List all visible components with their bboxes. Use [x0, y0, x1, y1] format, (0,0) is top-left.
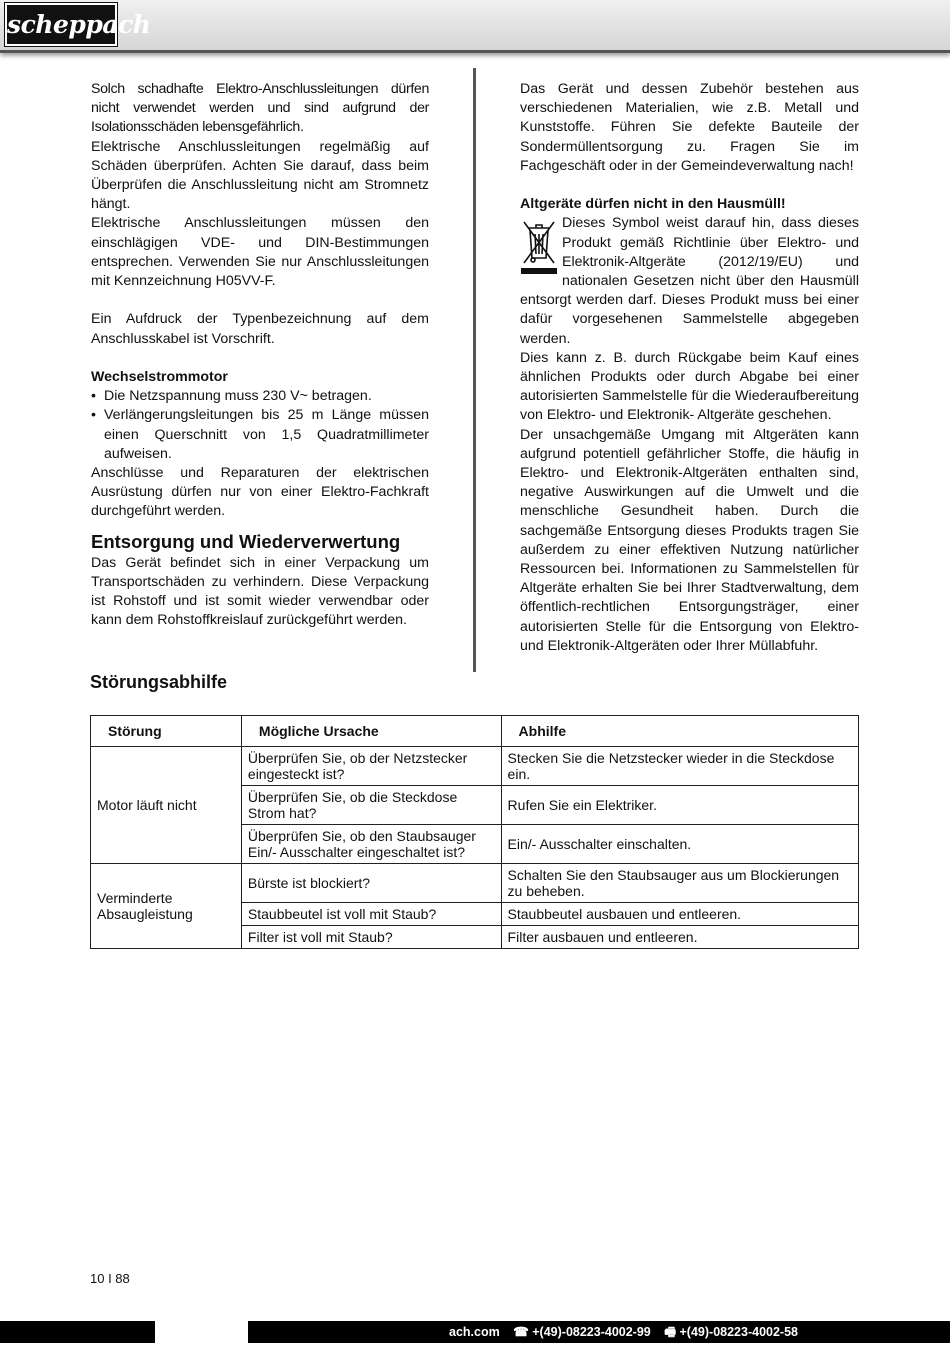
page-number: 10 I 88: [90, 1271, 130, 1286]
table-header-row: [91, 716, 859, 747]
scheppach-logo: scheppach: [5, 3, 117, 46]
remedy-cell: Rufen Sie ein Elektriker.: [501, 786, 858, 825]
section-subheading: Altgeräte dürfen nicht in den Hausmüll!: [520, 196, 786, 213]
list-item: • Verlängerungsleitungen bis 25 m Länge müssen einen Querschnitt von 1,5 Quadratmillimeter aufweisen.: [91, 407, 429, 462]
column-header: Abhilfe: [501, 716, 858, 747]
column-divider: [473, 68, 476, 672]
paragraph: Elektrische Anschlussleitungen müssen den einschlägigen VDE- und DIN-Bestimmungen entsprechen. Verwenden Sie nur Anschlussleitungen mit Kennzeichnung H05VV-F.: [91, 215, 429, 290]
weee-block: [520, 214, 859, 348]
paragraph: Dies kann z. B. durch Rückgabe beim Kauf eines ähnlichen Produkts oder durch Abgabe bei einer autorisierten Sammelstelle für die Wiederaufbereitung von Elektro- und Elektronik- Altgeräte geschehen.: [520, 349, 859, 424]
cause-cell: Filter ist voll mit Staub?: [241, 926, 501, 949]
cause-cell: Bürste ist blockiert?: [241, 864, 501, 903]
section-subheading: Wechselstrommotor: [91, 369, 228, 386]
cause-cell: Überprüfen Sie, ob der Netzstecker eingesteckt ist?: [241, 747, 501, 786]
table-row: [91, 747, 859, 786]
cause-cell: Überprüfen Sie, ob den Staubsauger Ein/- Ausschalter eingeschaltet ist?: [241, 825, 501, 864]
troubleshooting-table: [90, 715, 859, 949]
cause-cell: Überprüfen Sie, ob die Steckdose Strom hat?: [241, 786, 501, 825]
paragraph: Ein Aufdruck der Typenbezeichnung auf dem Anschlusskabel ist Vorschrift.: [91, 311, 429, 347]
left-column: [91, 80, 429, 630]
column-header: Mögliche Ursache: [241, 716, 501, 747]
remedy-cell: Filter ausbauen und entleeren.: [501, 926, 858, 949]
remedy-cell: Staubbeutel ausbauen und entleeren.: [501, 903, 858, 926]
bullet-list: [91, 387, 429, 464]
paragraph: Solch schadhafte Elektro-Anschlussleitungen dürfen nicht verwendet werden und sind aufgrund der Isolationsschäden lebensgefährlich.: [91, 81, 429, 136]
cause-cell: Staubbeutel ist voll mit Staub?: [241, 903, 501, 926]
paragraph: Das Gerät befindet sich in einer Verpackung um Transportschäden zu verhindern. Diese Verpackung ist Rohstoff und ist somit wieder verwendbar oder kann dem Rohstoffkreislauf zurückgeführt werden.: [91, 554, 429, 629]
bullet-icon: •: [91, 407, 96, 424]
fault-cell: Verminderte Absaugleistung: [91, 864, 242, 949]
right-column: [520, 80, 859, 656]
paragraph: Der unsachgemäße Umgang mit Altgeräten kann aufgrund potentiell gefährlicher Stoffe, die häufig in Elektro- und Elektronik-Altgeräten enthalten sind, negative Auswirkungen auf die Umwelt und die menschliche Gesundheit haben. Durch die sachgemäße Entsorgung dieses Produkts tragen Sie außerdem zu einer effektiven Nutzung natürlicher Ressourcen bei. Informationen zu Sammelstellen für Altgeräte erhalten Sie bei Ihrer Stadtverwaltung, dem öffentlich-rechtlichen Entsorgungsträger, einer autorisierten Stelle für die Entsorgung von Elektro- und Elektronik-Altgeräten oder Ihrer Müllabfuhr.: [520, 426, 859, 654]
list-item: • Die Netzspannung muss 230 V~ betragen.: [91, 387, 429, 406]
remedy-cell: Stecken Sie die Netzstecker wieder in die Steckdose ein.: [501, 747, 858, 786]
page-header: [0, 0, 950, 53]
remedy-cell: Schalten Sie den Staubsauger aus um Blockierungen zu beheben.: [501, 864, 858, 903]
remedy-cell: Ein/- Ausschalter einschalten.: [501, 825, 858, 864]
footer-contact: [439, 1321, 798, 1343]
paragraph: Dieses Symbol weist darauf hin, dass dieses Produkt gemäß Richtlinie über Elektro- und Elektronik-Altgeräte (2012/19/EU) und nationalen Gesetzen nicht über den Hausmüll entsorgt werden darf. Dieses Produkt muss bei einer dafür vorgesehenen Sammelstelle abgegeben werden.: [520, 215, 859, 347]
website-link[interactable]: ach.com: [449, 1325, 500, 1339]
fault-cell: Motor läuft nicht: [91, 747, 242, 864]
fax-number: 🖷 +(49)-08223-4002-58: [664, 1325, 798, 1339]
paragraph: Anschlüsse und Reparaturen der elektrischen Ausrüstung dürfen nur von einer Elektro-Fachkraft durchgeführt werden.: [91, 465, 429, 520]
paragraph: Das Gerät und dessen Zubehör bestehen aus verschiedenen Materialien, wie z.B. Metall und Kunststoffe. Führen Sie defekte Bauteile der Sondermüllentsorgung zu. Fragen Sie im Fachgeschäft oder in der Gemeindeverwaltung nach!: [520, 81, 859, 174]
bullet-icon: •: [91, 388, 96, 405]
section-heading: Entsorgung und Wiederverwertung: [91, 530, 401, 552]
crossed-out-bin-icon: [520, 216, 558, 278]
table-title: Störungsabhilfe: [90, 672, 228, 692]
phone-number: ☎ +(49)-08223-4002-99: [513, 1325, 651, 1339]
table-row: [91, 864, 859, 903]
column-header: Störung: [91, 716, 242, 747]
paragraph: Elektrische Anschlussleitungen regelmäßig auf Schäden überprüfen. Achten Sie darauf, dass beim Überprüfen die Anschlussleitung nicht am Stromnetz hängt.: [91, 138, 429, 213]
